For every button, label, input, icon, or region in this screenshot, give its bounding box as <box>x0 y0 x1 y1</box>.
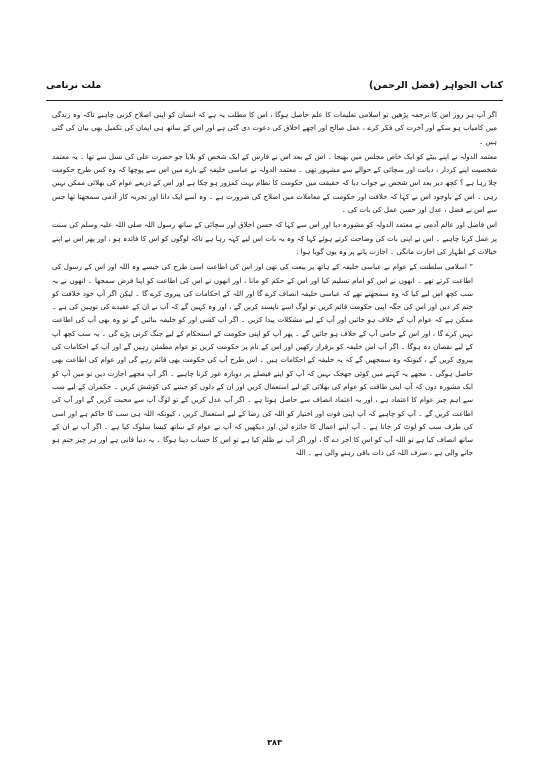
body-text <box>52 108 497 728</box>
header-rule <box>46 100 503 101</box>
block-quote: ” اسلامی سلطنت کے عوام نے عباسی خلیفہ کے ہاتھ پر بیعت کی تھی اور اس کی اطاعت اسی طرح کی جیسے وہ اللہ اور اس کے رسول کی اطاعت کرتے تھے ۔ انھوں نے اس کو امام تسلیم کیا اور اس کے حکم کو مانا ، اور انھوں نے اس کی اطاعت کو اپنا فرض سمجھا ۔ انھوں نے یہ سب کچھ اس لیے کیا کہ وہ سمجھتے تھے کہ عباسی خلیفہ انصاف کرے گا اور اللہ کے احکامات کی پیروی کرے گا ۔ لیکن اگر آپ خود خلافت کو ختم کر دیں اور اس کی جگہ اپنی حکومت قائم کریں تو لوگ اسے ناپسند کریں گے ، اور وہ کہیں گے کہ آپ نے ان کے عقیدے کی توہین کی ہے ۔ ممکن ہے کہ عوام آپ کے خلاف ہو جائیں اور آپ کے لیے مشکلات پیدا کریں ۔ اگر آپ کسی اور کو خلیفہ بنائیں گے تو وہ بھی آپ کی اطاعت نہیں کرے گا ، اور اس کے حامی آپ کے خلاف ہو جائیں گے ۔ پھر آپ کو اپنی حکومت کے استحکام کے لیے جنگ کرنی پڑے گی ۔ یہ سب کچھ آپ کے لیے نقصان دہ ہوگا ۔ اگر آپ اس خلیفہ کو برقرار رکھیں اور اس کے نام پر حکومت کریں تو عوام مطمئن رہیں گے اور آپ کے احکامات کی پیروی کریں گے ، کیونکہ وہ سمجھیں گے کہ یہ خلیفہ کے احکامات ہیں ۔ اس طرح آپ کی حکومت بھی قائم رہے گی اور عوام کی اطاعت بھی حاصل ہوگی ۔ مجھے یہ کہنے میں کوئی جھجک نہیں کہ آپ کو اپنے فیصلے پر دوبارہ غور کرنا چاہیے ۔ اگر آپ مجھے اجازت دیں تو میں آپ کو ایک مشورہ دوں کہ آپ اپنی طاقت کو عوام کی بھلائی کے لیے استعمال کریں اور ان کے دلوں کو جیتنے کی کوشش کریں ۔ حکمران کے لیے سب سے اہم چیز عوام کا اعتماد ہے ، اور یہ اعتماد انصاف سے حاصل ہوتا ہے ۔ اگر آپ عدل کریں گے تو لوگ آپ سے محبت کریں گے اور آپ کی اطاعت کریں گے ۔ آپ کو چاہیے کہ آپ اپنی قوت اور اختیار کو اللہ کی رضا کے لیے استعمال کریں ، کیونکہ اللہ ہی سب کا حاکم ہے اور اسی کی طرف سب کو لوٹ کر جانا ہے ۔ آپ اپنے اعمال کا جائزہ لیں اور دیکھیں کہ آپ نے عوام کے ساتھ کیسا سلوک کیا ہے ۔ اگر آپ نے ان کے ساتھ انصاف کیا ہے تو اللہ آپ کو اس کا اجر دے گا ، اور اگر آپ نے ظلم کیا ہے تو اس کا حساب دینا ہوگا ۔ یہ دنیا فانی ہے اور ہر چیز ختم ہو جانے والی ہے ، صرف اللہ کی ذات باقی رہنے والی ہے ۔ اللہ <box>52 262 473 458</box>
paragraph: اس فاضل اور عالم آدمی نے معتمد الدولہ کو مشورہ دیا اور اس سے کہا کہ حسن اخلاق اور سچائی کے ساتھ رسول اللہ صلی اللہ علیہ وسلم کی سنت پر عمل کرنا چاہیے ۔ اس نے اپنی بات کی وضاحت کرتے ہوئے کہا کہ وہ یہ بات اس لیے کہہ رہا ہے تاکہ لوگوں کو اس کا فائدہ ہو ، اور پھر اس نے اپنے خیالات کے اظہار کی اجازت مانگی ۔ اجازت پانے پر وہ یوں گویا ہوا : <box>52 220 497 256</box>
paragraph: اگر آپ ہر روز اس کا ترجمہ پڑھیں تو اسلامی تعلیمات کا علم حاصل ہوگا ، اس کا مطلب یہ ہے کہ انسان کو اپنی اصلاح کرنی چاہیے تاکہ وہ زندگی میں کامیاب ہو سکے اور آخرت کی فکر کرے ، عمل صالح اور اچھے اخلاق کی دعوت دی گئی ہے اور اس کے ساتھ ہی ایمان کی تکمیل بھی بیان کی گئی ہیں ۔ <box>52 110 497 146</box>
author-name: ملت نرنامی <box>46 80 102 91</box>
paragraph: معتمد الدولہ نے اپنے بیٹے کو ایک خاص مجلس میں بھیجا ۔ اس کے بعد اس نے فارس کے ایک شخص کو بلایا جو حضرت علی کی نسل سے تھا ۔ یہ معتمد شخصیت اپنے کردار ، دیانت اور سچائی کے حوالے سے مشہور تھی ۔ معتمد الدولہ نے عباسی خلیفہ کے بارے میں اس سے پوچھا کہ وہ کس طرح حکومت چلا رہا ہے ؟ کچھ دیر بعد اس شخص نے جواب دیا کہ حقیقت میں حکومت کا نظام بہت کمزور ہو چکا ہے اور اس کے ذریعے عوام کی بھلائی ممکن نہیں رہی ۔ اس کے باوجود اس نے کہا کہ خلافت اور حکومت کے معاملات میں اصلاح کی ضرورت ہے ۔ وہ اسے ایک دانا اور تجربہ کار آدمی سمجھتا تھا جس سے اس نے فضل ، عدل اور حسن عمل کی بات کی ۔ <box>52 151 497 215</box>
page-header <box>46 80 503 98</box>
book-title: کتاب الجواہر (فضل الرحمن) <box>368 80 503 91</box>
page-number: ۳۸۳ <box>267 738 282 747</box>
